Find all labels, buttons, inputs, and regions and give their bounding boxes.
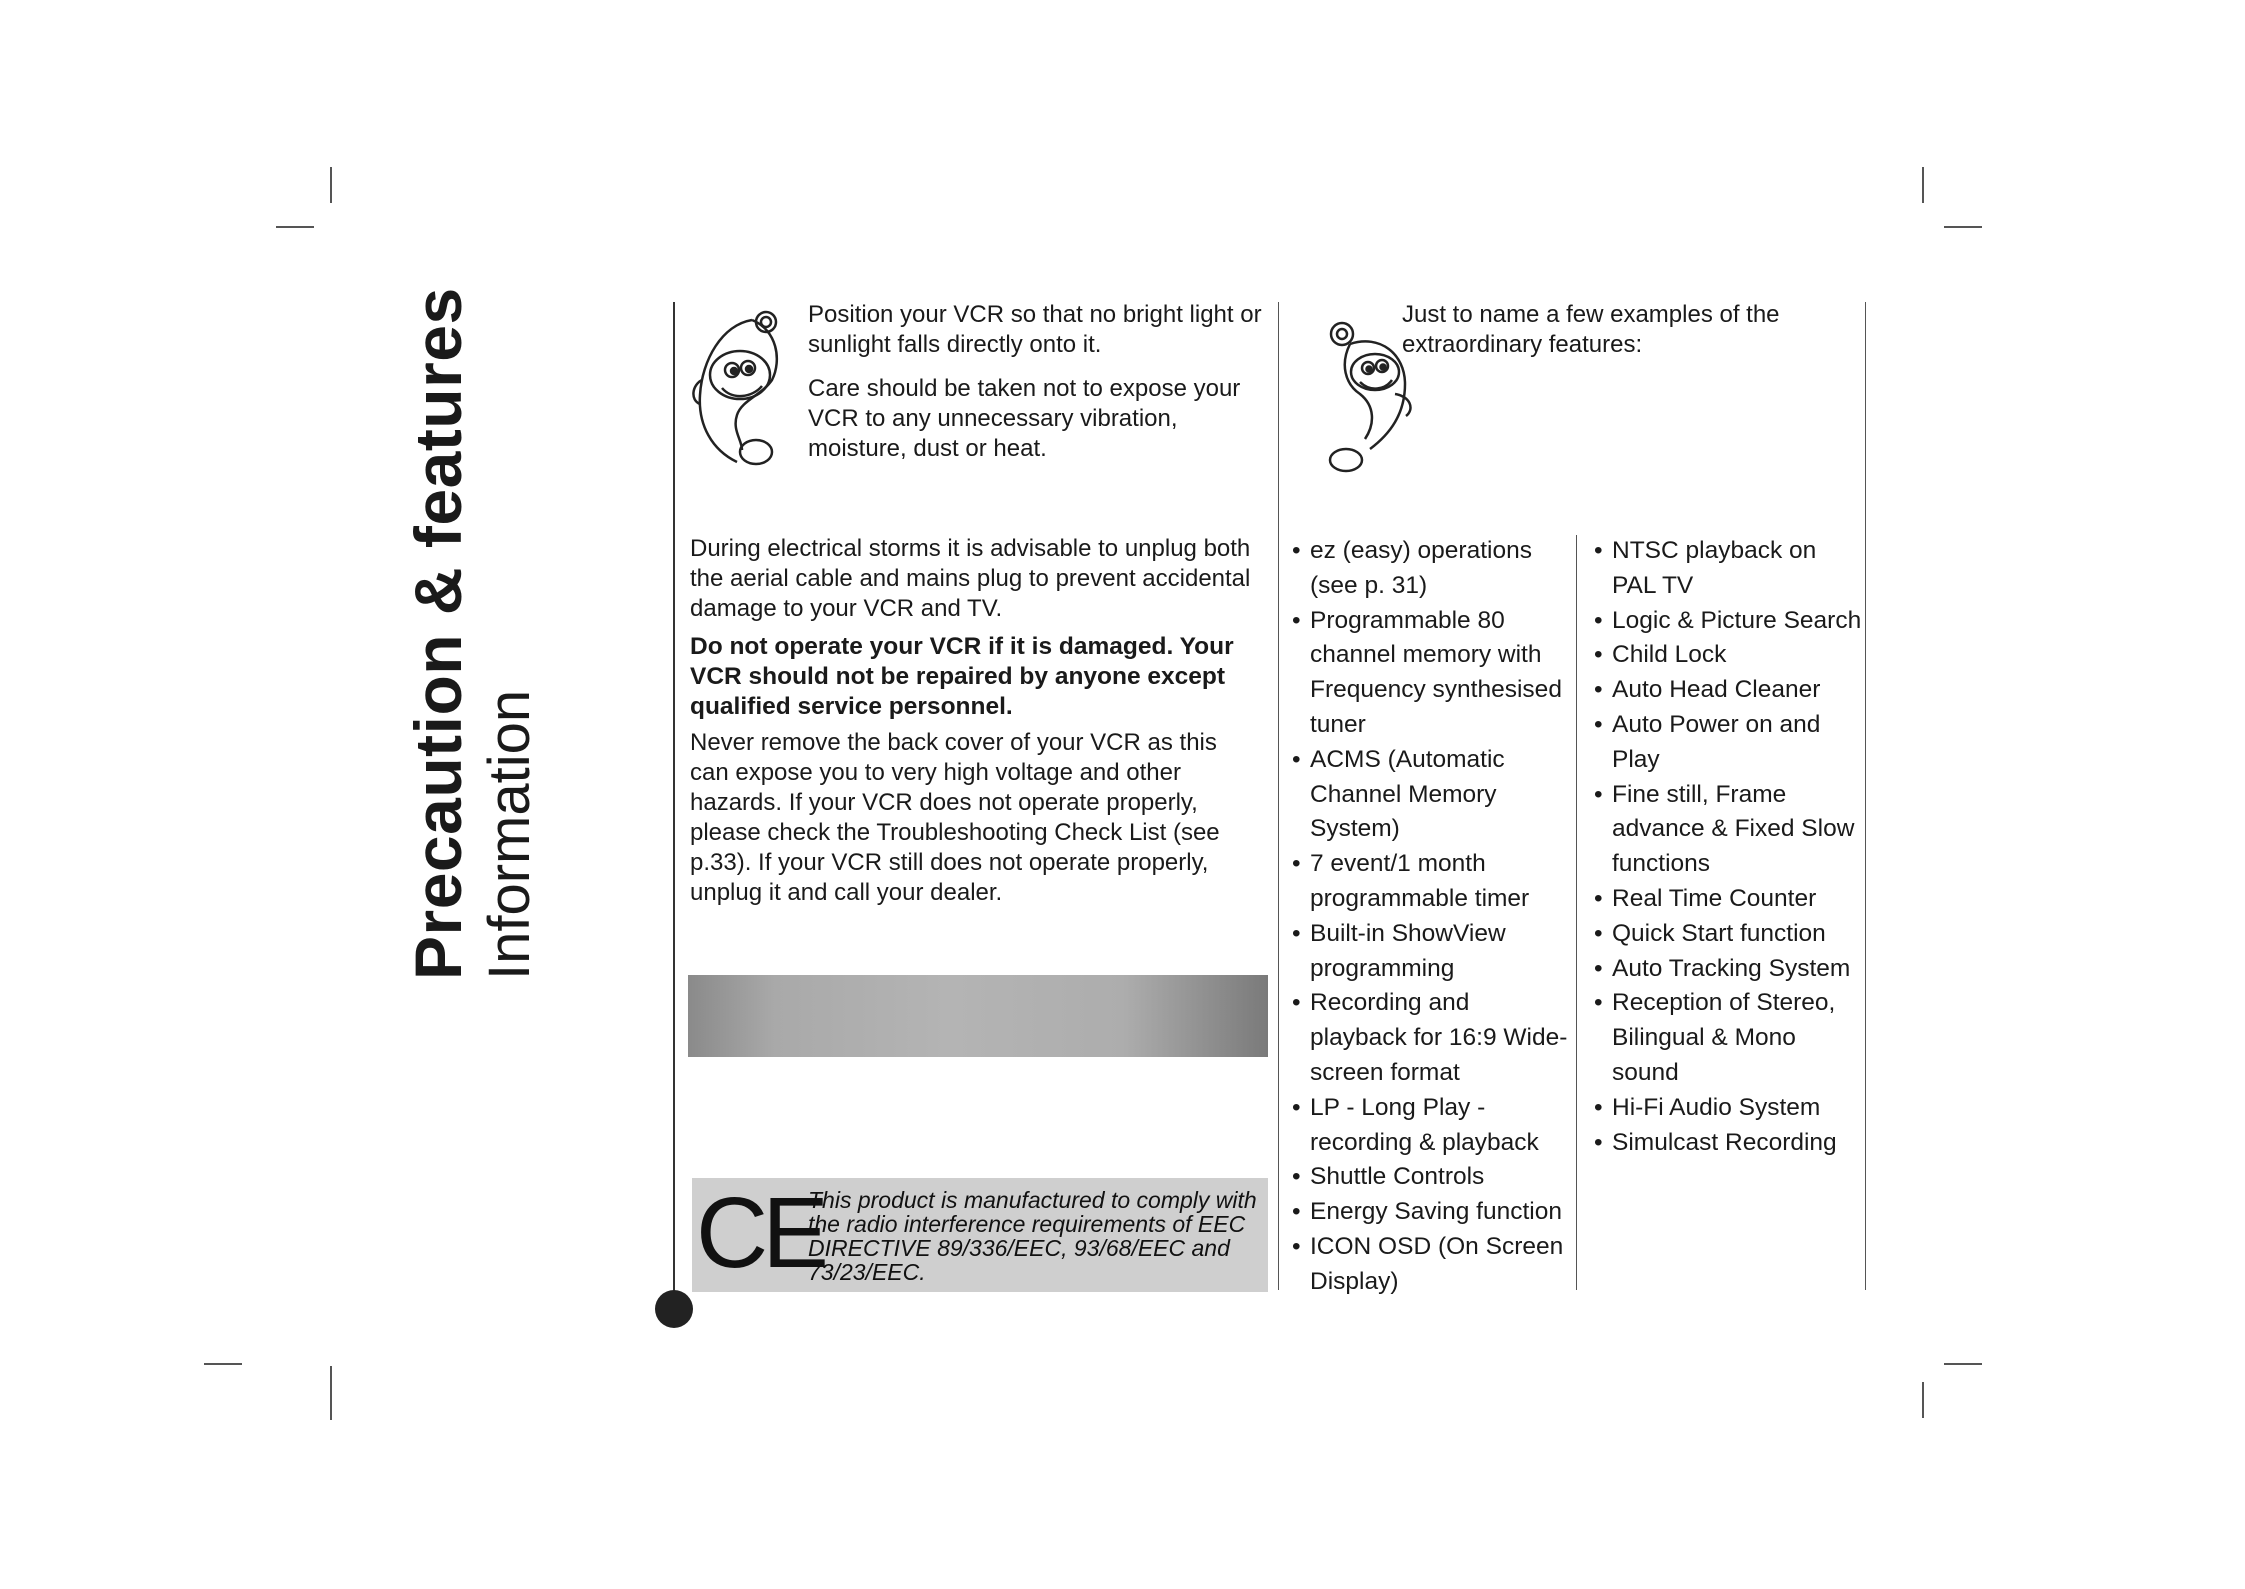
mascot-icon bbox=[682, 300, 790, 470]
list-item: • Hi-Fi Audio System bbox=[1594, 1091, 1866, 1126]
damage-warning: Do not operate your VCR if it is damaged. Your VCR should not be repaired by anyone except qualified service personnel. bbox=[690, 633, 1234, 720]
back-cover-paragraph: Never remove the back cover of your VCR as this can expose you to very high voltage and other hazards. If your VCR does not operate properly, please check the Troubleshooting Check List (see p.33). If your VCR still does not operate properly, unplug it and call your dealer. bbox=[690, 729, 1220, 906]
crop-mark bbox=[1944, 226, 1982, 228]
crop-mark bbox=[330, 167, 332, 203]
list-item: • Shuttle Controls bbox=[1292, 1160, 1572, 1195]
features-intro: Just to name a few examples of the extraordinary features: bbox=[1402, 301, 1780, 358]
column-rule bbox=[673, 302, 675, 1302]
list-item: • Auto Head Cleaner bbox=[1594, 673, 1866, 708]
column-rule bbox=[1278, 302, 1279, 1290]
crop-mark bbox=[1922, 167, 1924, 203]
list-item: • Real Time Counter bbox=[1594, 882, 1866, 917]
title-main: Precaution & features bbox=[401, 287, 475, 980]
crop-mark bbox=[1944, 1363, 1982, 1365]
list-item: • NTSC playback on PAL TV bbox=[1594, 534, 1866, 604]
list-item: • ACMS (Automatic Channel Memory System) bbox=[1292, 743, 1572, 847]
dot-icon bbox=[655, 1290, 693, 1328]
storm-paragraph: During electrical storms it is advisable to unplug both the aerial cable and mains plug to prevent accidental damage to your VCR and TV. bbox=[690, 535, 1251, 622]
list-item: • Child Lock bbox=[1594, 638, 1866, 673]
crop-mark bbox=[1922, 1382, 1924, 1418]
list-item: • LP - Long Play - recording & playback bbox=[1292, 1091, 1572, 1161]
list-item: • Energy Saving function bbox=[1292, 1195, 1572, 1230]
list-item: • Recording and playback for 16:9 Wide-screen format bbox=[1292, 986, 1572, 1090]
list-item: • Auto Power on and Play bbox=[1594, 708, 1866, 778]
crop-mark bbox=[276, 226, 314, 228]
precaution-intro-2: Care should be taken not to expose your VCR to any unnecessary vibration, moisture, dust or heat. bbox=[808, 375, 1241, 462]
features-list-2 bbox=[1594, 534, 1866, 1160]
list-item: • ICON OSD (On Screen Display) bbox=[1292, 1230, 1572, 1300]
list-item: • Fine still, Frame advance & Fixed Slow functions bbox=[1594, 778, 1866, 882]
list-item: • 7 event/1 month programmable timer bbox=[1292, 847, 1572, 917]
list-item: • Reception of Stereo, Bilingual & Mono sound bbox=[1594, 986, 1866, 1090]
crop-mark bbox=[330, 1366, 332, 1420]
ce-notice bbox=[692, 1178, 1268, 1292]
precaution-intro-1: Position your VCR so that no bright light or sunlight falls directly onto it. bbox=[808, 301, 1262, 358]
list-item: • Logic & Picture Search bbox=[1594, 604, 1866, 639]
page-title bbox=[400, 280, 543, 980]
grey-banner bbox=[688, 975, 1268, 1057]
list-item: • Built-in ShowView programming bbox=[1292, 917, 1572, 987]
list-item: • ez (easy) operations (see p. 31) bbox=[1292, 534, 1572, 604]
list-item: • Quick Start function bbox=[1594, 917, 1866, 952]
list-item: • Programmable 80 channel memory with Frequency synthesised tuner bbox=[1292, 604, 1572, 743]
features-list-1 bbox=[1292, 534, 1572, 1300]
list-item: • Auto Tracking System bbox=[1594, 952, 1866, 987]
list-item: • Simulcast Recording bbox=[1594, 1126, 1866, 1161]
column-rule bbox=[1576, 535, 1577, 1290]
ce-mark: CE bbox=[696, 1177, 823, 1289]
title-sub: Information bbox=[477, 689, 542, 980]
ce-compliance-text: This product is manufactured to comply with the radio interference requirements of EEC DIRECTIVE 89/336/EEC, 93/68/EEC and 73/23/EEC. bbox=[808, 1187, 1257, 1285]
crop-mark bbox=[204, 1363, 242, 1365]
